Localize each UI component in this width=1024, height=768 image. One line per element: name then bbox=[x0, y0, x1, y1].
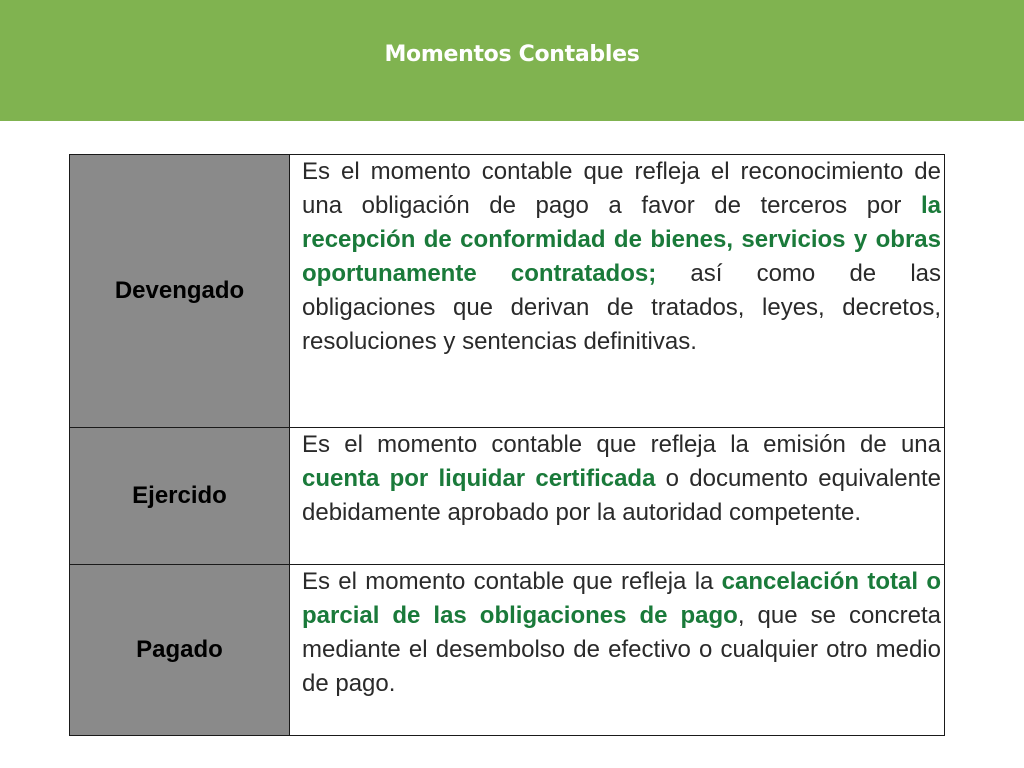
definition-text: Es el momento contable que refleja la bbox=[302, 568, 722, 595]
highlighted-text: cuenta por liquidar certificada bbox=[302, 465, 656, 492]
moments-table bbox=[69, 154, 945, 736]
definition-text: o documento equivalente debidamente aprobado por la autoridad competente. bbox=[302, 465, 941, 526]
term-cell: Devengado bbox=[70, 155, 290, 428]
page-title: Momentos Contables bbox=[384, 42, 640, 67]
table-row bbox=[70, 428, 945, 565]
highlighted-text: cancelación total o parcial de las obligaciones de pago bbox=[302, 568, 941, 629]
definition-text: así como de las obligaciones que derivan de tratados, leyes, decretos, resoluciones y sentencias definitivas. bbox=[302, 260, 942, 355]
term-cell: Ejercido bbox=[70, 428, 290, 565]
definition-cell bbox=[290, 155, 945, 428]
header-banner bbox=[0, 0, 1024, 121]
highlighted-text: la recepción de conformidad de bienes, servicios y obras oportunamente contratados; bbox=[302, 192, 941, 287]
definition-cell bbox=[290, 428, 945, 565]
definition-text: , que se concreta mediante el desembolso de efectivo o cualquier otro medio de pago. bbox=[302, 602, 941, 697]
table-row bbox=[70, 155, 945, 428]
table-row bbox=[70, 565, 945, 736]
term-cell: Pagado bbox=[70, 565, 290, 736]
definition-cell bbox=[290, 565, 945, 736]
definition-text: Es el momento contable que refleja la emisión de una bbox=[302, 431, 941, 458]
definition-text: Es el momento contable que refleja el reconocimiento de una obligación de pago a favor de terceros por bbox=[302, 158, 941, 219]
